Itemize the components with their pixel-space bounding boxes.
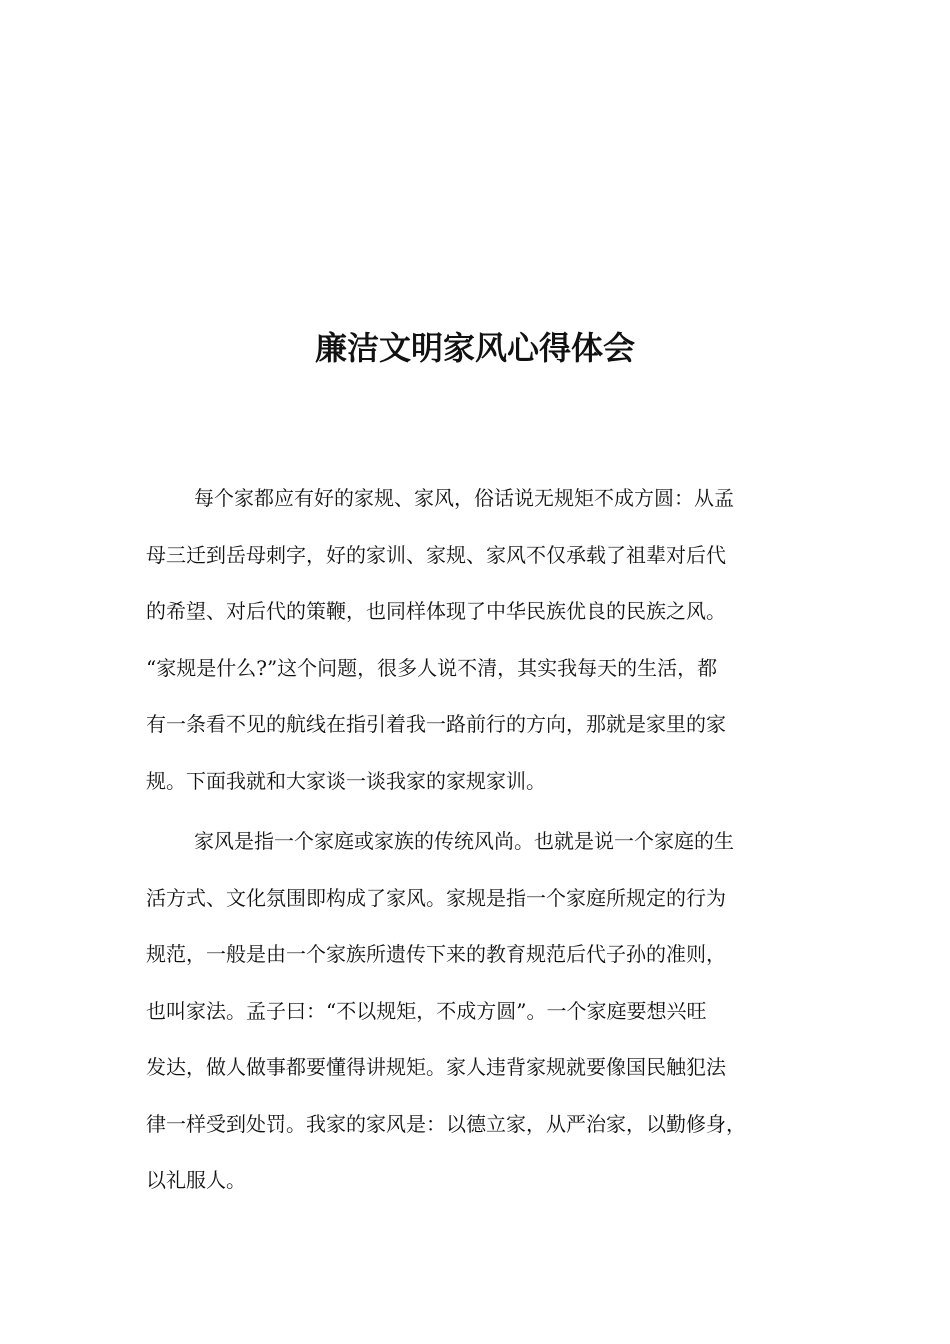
document-body xyxy=(146,470,802,1209)
paragraph-line: 律一样受到处罚。我家的家风是：以德立家，从严治家，以勤修身， xyxy=(146,1111,746,1136)
paragraph-line: 的希望、对后代的策鞭，也同样体现了中华民族优良的民族之风。 xyxy=(146,599,726,623)
paragraph-line: 发达，做人做事都要懂得讲规矩。家人违背家规就要像国民触犯法 xyxy=(146,1055,726,1079)
paragraph-line: 每个家都应有好的家规、家风，俗话说无规矩不成方圆：从孟 xyxy=(194,486,734,510)
paragraph-line: 有一条看不见的航线在指引着我一路前行的方向，那就是家里的家 xyxy=(146,712,726,736)
paragraph-2 xyxy=(146,813,802,1209)
paragraph-1 xyxy=(146,470,802,809)
paragraph-line: 规。下面我就和大家谈一谈我家的家规家训。 xyxy=(146,768,546,793)
paragraph-line: 母三迁到岳母刺字，好的家训、家规、家风不仅承载了祖辈对后代 xyxy=(146,542,726,567)
paragraph-line: 规范，一般是由一个家族所遗传下来的教育规范后代子孙的准则， xyxy=(146,942,726,966)
paragraph-line: “家规是什么?”这个问题，很多人说不清，其实我每天的生活，都 xyxy=(146,655,718,680)
paragraph-line: 也叫家法。孟子曰：“不以规矩，不成方圆”。一个家庭要想兴旺 xyxy=(146,998,707,1023)
paragraph-line: 以礼服人。 xyxy=(146,1168,246,1192)
document-title: 廉洁文明家风心得体会 xyxy=(314,329,635,367)
paragraph-line: 活方式、文化氛围即构成了家风。家规是指一个家庭所规定的行为 xyxy=(146,885,726,910)
paragraph-line: 家风是指一个家庭或家族的传统风尚。也就是说一个家庭的生 xyxy=(194,829,734,853)
